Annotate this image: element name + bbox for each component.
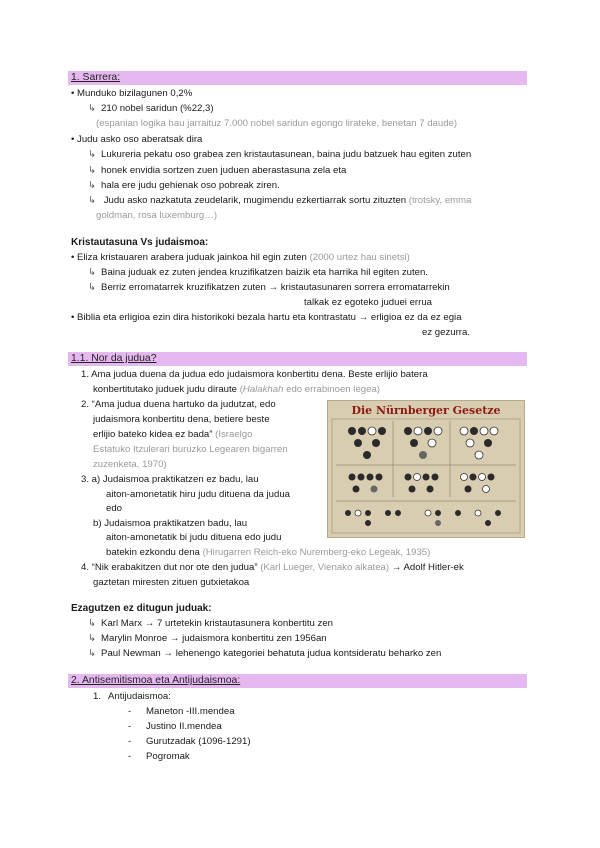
sub-left-movements xyxy=(88,194,471,208)
antijudaism-sub-crusades: Gurutzadak (1096-1291) xyxy=(146,736,251,747)
section-1-1-heading: 1.1. Nor da judua? xyxy=(71,353,157,364)
section-2-heading: 2. Antisemitismoa eta Antijudaismoa: xyxy=(71,675,241,686)
def-1-source-rest: edo errabinoen legea) xyxy=(283,384,380,395)
def-3-line-6-text: batekin ezkondu dena xyxy=(106,547,200,558)
def-2-line-3-text: erlijio bateko kidea ez bada” xyxy=(93,429,213,440)
def-3-source: (Hirugarren Reich-eko Nuremberg-eko Legeak, 1935) xyxy=(202,547,431,558)
poster-chart-graphic xyxy=(328,417,524,537)
section-1-heading: 1. Sarrera: xyxy=(71,72,121,83)
def-2-line-2: judaismora konbertitu dena, betiere beste xyxy=(93,414,270,425)
section-1-heading-bar xyxy=(68,71,527,85)
sub-left-text: Judu asko nazkatuta zeudelarik, mugimendu ezkertiarrak sortu zituzten xyxy=(103,195,407,206)
sub-nobel-text: 210 nobel saridun (%22,3) xyxy=(101,103,214,114)
sub-poor-text: hala ere judu gehienak oso pobreak ziren. xyxy=(101,180,280,191)
def-4-line-2: gaztetan miresten zituen gutxietakoa xyxy=(93,577,250,588)
note-nobel: (espanian logika hau jarraituz 7.000 nobel saridun egongo lirateke, benetan 7 daude) xyxy=(96,118,458,129)
bullet-world-population: • Munduko bizilagunen 0,2% xyxy=(71,88,193,99)
def-3-line-1: 3. a) Judaismoa praktikatzen ez badu, lau xyxy=(81,474,259,485)
unknown-jews-item-marx-text: Karl Marx → 7 urtetekin kristautasunera konbertitu zen xyxy=(101,618,334,629)
antijudaism-sub-maneton: Maneton -III.mendea xyxy=(146,706,235,717)
kv-bullet-1 xyxy=(71,251,410,265)
def-4-text: 4. “Nik erabakitzen dut nor ote den judua” xyxy=(81,562,258,573)
section-1-1-heading-bar xyxy=(68,352,527,366)
def-2-source-3: zuzenketa, 1970) xyxy=(93,459,167,470)
sub-usury-text: Lukureria pekatu oso grabea zen kristautasunean, baina judu batzuek hau egiten zuten xyxy=(101,149,472,160)
def-4-source: (Karl Lueger, Vienako alkatea) xyxy=(260,562,390,573)
def-2-source-1: (Israelgo xyxy=(215,429,253,440)
sub-envy xyxy=(88,164,346,178)
dash-3: - xyxy=(128,736,132,747)
dash-1: - xyxy=(128,706,132,717)
def-1-source-open: ( xyxy=(239,384,243,395)
unknown-jews-item-newman xyxy=(88,647,441,661)
sub-usury xyxy=(88,148,471,162)
def-3-line-4: b) Judaismoa praktikatzen badu, lau xyxy=(93,518,248,529)
kv-bullet-2: • Biblia eta erligioa ezin dira historikoki bezala hartu eta kontrastatu → erligioa ez da ez egia xyxy=(71,312,462,323)
def-3-line-5: aiton-amonetatik bi judu dituena edo judu xyxy=(106,532,282,543)
kv-sub-1 xyxy=(88,266,428,280)
unknown-jews-heading: Ezagutzen ez ditugun juduak: xyxy=(71,603,212,614)
unknown-jews-item-newman-text: Paul Newman → lehenengo kategoriei behatuta judua kontsideratu beharko zen xyxy=(101,648,442,659)
kv-sub-2 xyxy=(88,281,450,295)
def-4-line-1 xyxy=(81,561,464,575)
kv-bullet-1-text: • Eliza kristauaren arabera juduak jainkoa hil egin zuten xyxy=(71,252,307,263)
antijudaism-sub-justino: Justino II.mendea xyxy=(146,721,222,732)
dash-4: - xyxy=(128,751,132,762)
bullet-rich: • Judu asko oso aberatsak dira xyxy=(71,134,203,145)
def-1-line-2-text: konbertitutako juduek judu diraute xyxy=(93,384,238,395)
def-3-line-2: aiton-amonetatik hiru judu dituena da judua xyxy=(106,489,291,500)
def-2-source-2: Estatuko Itzulerari buruzko Legearen bigarren xyxy=(93,444,288,455)
def-1-source-halakhah: Halakhah xyxy=(242,384,284,395)
def-1-line-2 xyxy=(93,383,380,397)
unknown-jews-item-monroe-text: Marylin Monroe → judaismora konbertitu zen 1956an xyxy=(101,633,327,644)
def-2-line-1: 2. “Ama judua duena hartuko da judutzat, edo xyxy=(81,399,276,410)
sub-left-gray-cont: goldman, rosa luxemburg…) xyxy=(96,210,218,221)
kv-sub-2-text: Berriz erromatarrek kruzifikatzen zuten → kristautasunaren sorrera erromatarrekin xyxy=(101,282,450,293)
kv-bullet-2-cont: ez gezurra. xyxy=(422,327,470,338)
kv-heading: Kristautasuna Vs judaismoa: xyxy=(71,237,209,248)
antijudaism-sub-pogroms: Pogromak xyxy=(146,751,190,762)
antijudaism-number: 1. xyxy=(93,691,102,702)
sub-left-gray: (trotsky, emma xyxy=(408,195,472,206)
sub-poor xyxy=(88,179,280,193)
def-1-line-1: 1. Ama judua duena da judua edo judaismora konbertitu dena. Beste erlijio batera xyxy=(81,369,428,380)
nuremberg-laws-poster-image xyxy=(327,400,525,538)
kv-bullet-1-gray: (2000 urtez hau sinetsi) xyxy=(309,252,410,263)
antijudaism-label: Antijudaismoa: xyxy=(108,691,171,702)
unknown-jews-item-marx xyxy=(88,617,333,631)
def-1-source xyxy=(240,384,380,395)
def-2-line-3 xyxy=(93,428,252,442)
section-2-heading-bar xyxy=(68,674,527,688)
poster-title: Die Nürnberger Gesetze xyxy=(351,404,501,417)
def-4-end: → Adolf Hitler-ek xyxy=(391,562,464,573)
sub-envy-text: honek envidia sortzen zuen juduen aberastasuna zela eta xyxy=(101,165,347,176)
sub-nobel xyxy=(88,102,214,116)
unknown-jews-item-monroe xyxy=(88,632,327,646)
def-3-line-3: edo xyxy=(106,503,123,514)
kv-sub-1-text: Baina juduak ez zuten jendea kruzifikatzen baizik eta harrika hil egiten zuten. xyxy=(101,267,428,278)
dash-2: - xyxy=(128,721,132,732)
def-3-line-6 xyxy=(106,546,430,560)
kv-sub-2-cont: talkak ez egoteko juduei errua xyxy=(304,297,432,308)
